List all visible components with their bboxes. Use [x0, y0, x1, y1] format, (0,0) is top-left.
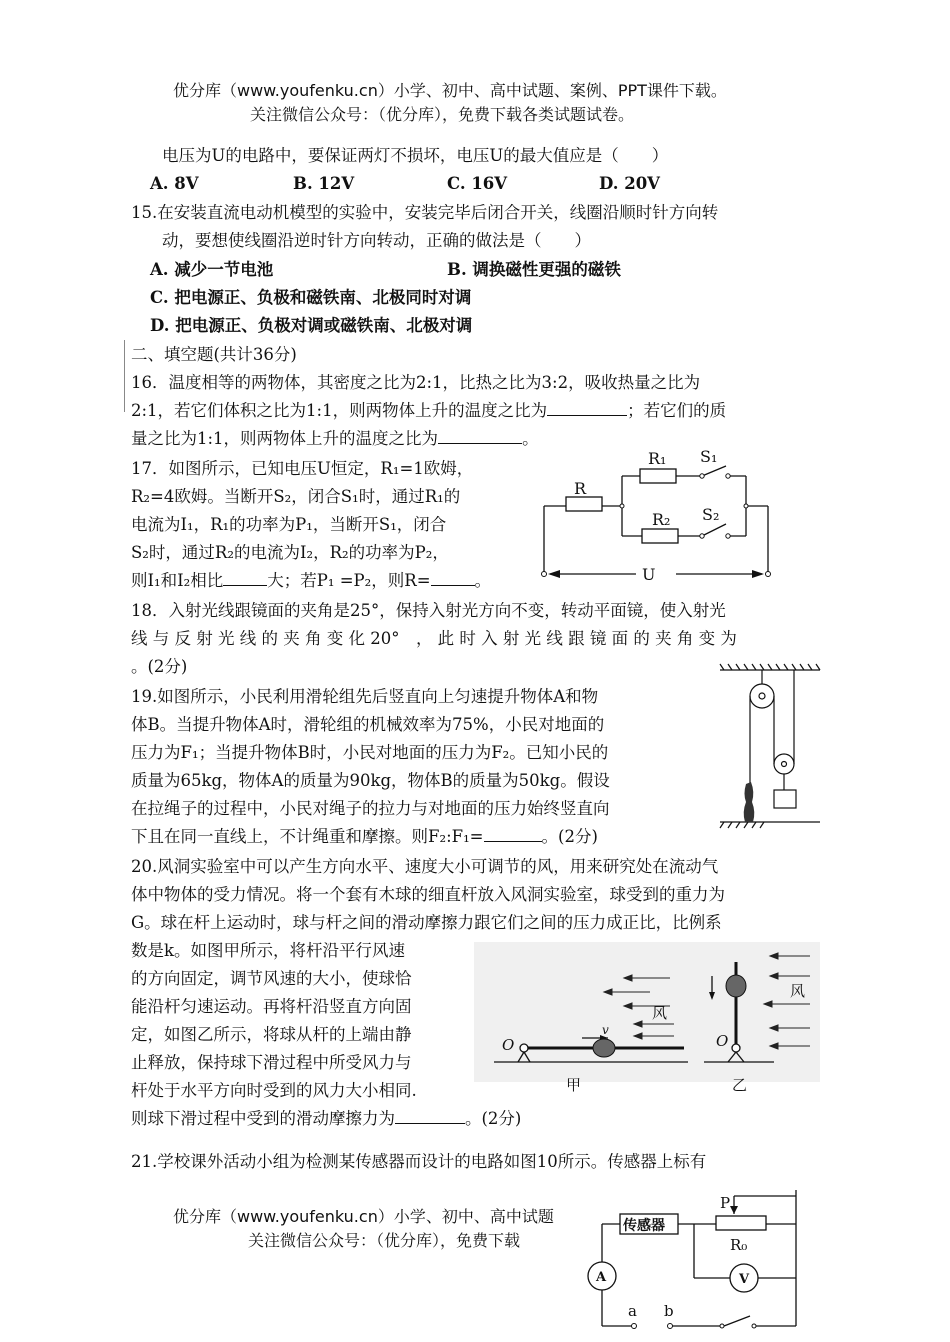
q19-pulley-diagram: [718, 664, 822, 832]
q16-text-a: 2:1，若它们体积之比为1:1，则两物体上升的温度之比为: [131, 401, 548, 420]
q17-line-5: [131, 569, 491, 593]
q14-option-a: A. 8V: [150, 174, 199, 193]
q16-text-c: 量之比为1:1，则两物体上升的温度之比为: [131, 429, 439, 448]
q19-line-1: 19.如图所示，小民利用滑轮组先后竖直向上匀速提升物体A和物: [131, 687, 599, 706]
q20-text-a: 则球下滑过程中受到的滑动摩擦力为: [131, 1109, 395, 1128]
label-wind-jia: 风: [652, 1004, 668, 1022]
q17-line-4: S₂时，通过R₂的电流为I₂，R₂的功率为P₂，: [131, 543, 449, 562]
ball-yi: [726, 975, 746, 997]
q17-text-c: 。: [474, 571, 492, 590]
q19-line-4: 质量为65kg，物体A的质量为90kg，物体B的质量为50kg。假设: [131, 771, 610, 790]
q21-line-1: 21.学校课外活动小组为检测某传感器而设计的电路如图10所示。传感器上标有: [131, 1152, 707, 1171]
q16-blank-2[interactable]: [438, 427, 522, 444]
q16-line-3: [131, 427, 539, 451]
label-o-jia: O: [502, 1036, 515, 1054]
movable-pulley: [774, 754, 794, 774]
q14-option-d: D. 20V: [599, 174, 660, 193]
label-yi: 乙: [732, 1076, 748, 1094]
label-p: P: [720, 1194, 731, 1212]
label-u: U: [642, 565, 656, 584]
label-r: R: [574, 479, 587, 498]
q20-text-b: 。(2分): [465, 1109, 522, 1128]
label-a: a: [628, 1302, 637, 1320]
q19-line-5: 在拉绳子的过程中，小民对绳子的拉力与对地面的压力始终竖直向: [131, 799, 610, 818]
q20-line-2: 体中物体的受力情况。将一个套有木球的细直杆放入风洞实验室，球受到的重力为: [131, 885, 725, 904]
q20-line-3: G。球在杆上运动时，球与杆之间的滑动摩擦力跟它们之间的压力成正比，比例系: [131, 913, 722, 932]
q20-line-5: 的方向固定，调节风速的大小，使球恰: [131, 969, 412, 988]
label-voltmeter: V: [739, 1272, 750, 1287]
label-r1: R₁: [648, 449, 667, 468]
q19-line-6: [131, 825, 598, 849]
q20-line-6: 能沿杆匀速运动。再将杆沿竖直方向固: [131, 997, 412, 1016]
footer-line-1: 优分库（www.youfenku.cn）小学、初中、高中试题: [173, 1207, 554, 1226]
q18-line-1: 18．入射光线跟镜面的夹角是25°，保持入射光方向不变，转动平面镜，使入射光: [131, 601, 726, 620]
header-line-2: 关注微信公众号：（优分库），免费下载各类试题试卷。: [250, 105, 635, 124]
q18-line-2: 线 与 反 射 光 线 的 夹 角 变 化 20° ， 此 时 入 射 光 线 跟 镜 面 的 夹 角 变 为: [131, 629, 737, 648]
section-2-title: 二、填空题(共计36分): [131, 345, 297, 364]
label-ammeter: A: [596, 1270, 607, 1285]
label-wind-yi: 风: [790, 982, 806, 1000]
q20-blank[interactable]: [395, 1107, 465, 1124]
q16-text-b: ；若它们的质: [627, 401, 727, 420]
q15-option-c: C. 把电源正、负极和磁铁南、北极同时对调: [150, 288, 472, 307]
q20-line-1: 20.风洞实验室中可以产生方向水平、速度大小可调节的风，用来研究处在流动气: [131, 857, 719, 876]
q17-text-b: 大；若P₁ =P₂，则R=: [267, 571, 431, 590]
label-r0: R₀: [730, 1236, 748, 1254]
q20-line-7: 定，如图乙所示，将球从杆的上端由静: [131, 1025, 412, 1044]
q14-continuation: 电压为U的电路中，要保证两灯不损坏，电压U的最大值应是（ ）: [162, 146, 669, 165]
q16-line-1: 16．温度相等的两物体，其密度之比为2:1，比热之比为3:2，吸收热量之比为: [131, 373, 701, 392]
q15-option-d: D. 把电源正、负极对调或磁铁南、北极对调: [150, 316, 473, 335]
q14-option-b: B. 12V: [293, 174, 355, 193]
q17-blank-2[interactable]: [431, 569, 475, 586]
label-r2: R₂: [652, 510, 671, 529]
q20-line-10: [131, 1107, 521, 1131]
fixed-pulley: [750, 684, 774, 708]
ball-jia: [593, 1039, 615, 1057]
person-figure: [744, 782, 755, 822]
label-s2: S₂: [702, 505, 720, 524]
q19-text-a: 下且在同一直线上，不计绳重和摩擦。则F₂:F₁=: [131, 827, 484, 846]
label-o-yi: O: [716, 1032, 729, 1050]
q17-line-3: 电流为I₁，R₁的功率为P₁，当断开S₁，闭合: [131, 515, 447, 534]
label-sensor: 传感器: [623, 1218, 665, 1234]
q21-circuit-diagram: [574, 1188, 800, 1338]
q15-option-a: A. 减少一节电池: [150, 260, 274, 279]
label-v: v: [602, 1023, 609, 1037]
resistor-r0: [716, 1216, 766, 1230]
q16-text-d: 。: [522, 429, 539, 448]
q19-blank[interactable]: [484, 825, 542, 842]
resistor-r2: [642, 529, 678, 543]
object-block: [774, 790, 796, 808]
q17-text-a: 则I₁和I₂相比: [131, 571, 224, 590]
label-b: b: [664, 1302, 674, 1320]
q18-line-3: 。(2分): [131, 657, 188, 676]
q20-line-8: 止释放，保持球下滑过程中所受风力与: [131, 1053, 412, 1072]
q14-option-c: C. 16V: [447, 174, 508, 193]
label-s1: S₁: [700, 447, 718, 466]
q19-line-2: 体B。当提升物体A时，滑轮组的机械效率为75%，小民对地面的: [131, 715, 605, 734]
q16-blank-1[interactable]: [547, 399, 627, 416]
q15-option-b: B. 调换磁性更强的磁铁: [447, 260, 621, 279]
q17-line-1: 17．如图所示，已知电压U恒定，R₁=1欧姆，: [131, 459, 474, 478]
q17-line-2: R₂=4欧姆。当断开S₂，闭合S₁时，通过R₁的: [131, 487, 461, 506]
resistor-r: [566, 497, 602, 511]
q19-text-b: 。(2分): [541, 827, 598, 846]
q17-blank-1[interactable]: [223, 569, 267, 586]
resistor-r1: [640, 469, 676, 483]
margin-line: [124, 340, 125, 412]
q15-line-2: 动，要想使线圈沿逆时针方向转动，正确的做法是（ ）: [162, 231, 591, 250]
q19-line-3: 压力为F₁；当提升物体B时，小民对地面的压力为F₂。已知小民的: [131, 743, 609, 762]
q20-line-4: 数是k。如图甲所示，将杆沿平行风速: [131, 941, 405, 960]
q16-line-2: [131, 399, 726, 423]
q20-wind-tunnel-diagram: [474, 942, 820, 1102]
label-jia: 甲: [566, 1076, 582, 1094]
footer-line-2: 关注微信公众号：（优分库），免费下载: [248, 1231, 521, 1250]
q15-line-1: 15.在安装直流电动机模型的实验中，安装完毕后闭合开关，线圈沿顺时针方向转: [131, 203, 719, 222]
header-line-1: 优分库（www.youfenku.cn）小学、初中、高中试题、案例、PPT课件下载。: [173, 81, 727, 100]
q17-circuit-diagram: [536, 448, 776, 588]
q20-line-9: 杆处于水平方向时受到的风力大小相同.: [131, 1081, 417, 1100]
